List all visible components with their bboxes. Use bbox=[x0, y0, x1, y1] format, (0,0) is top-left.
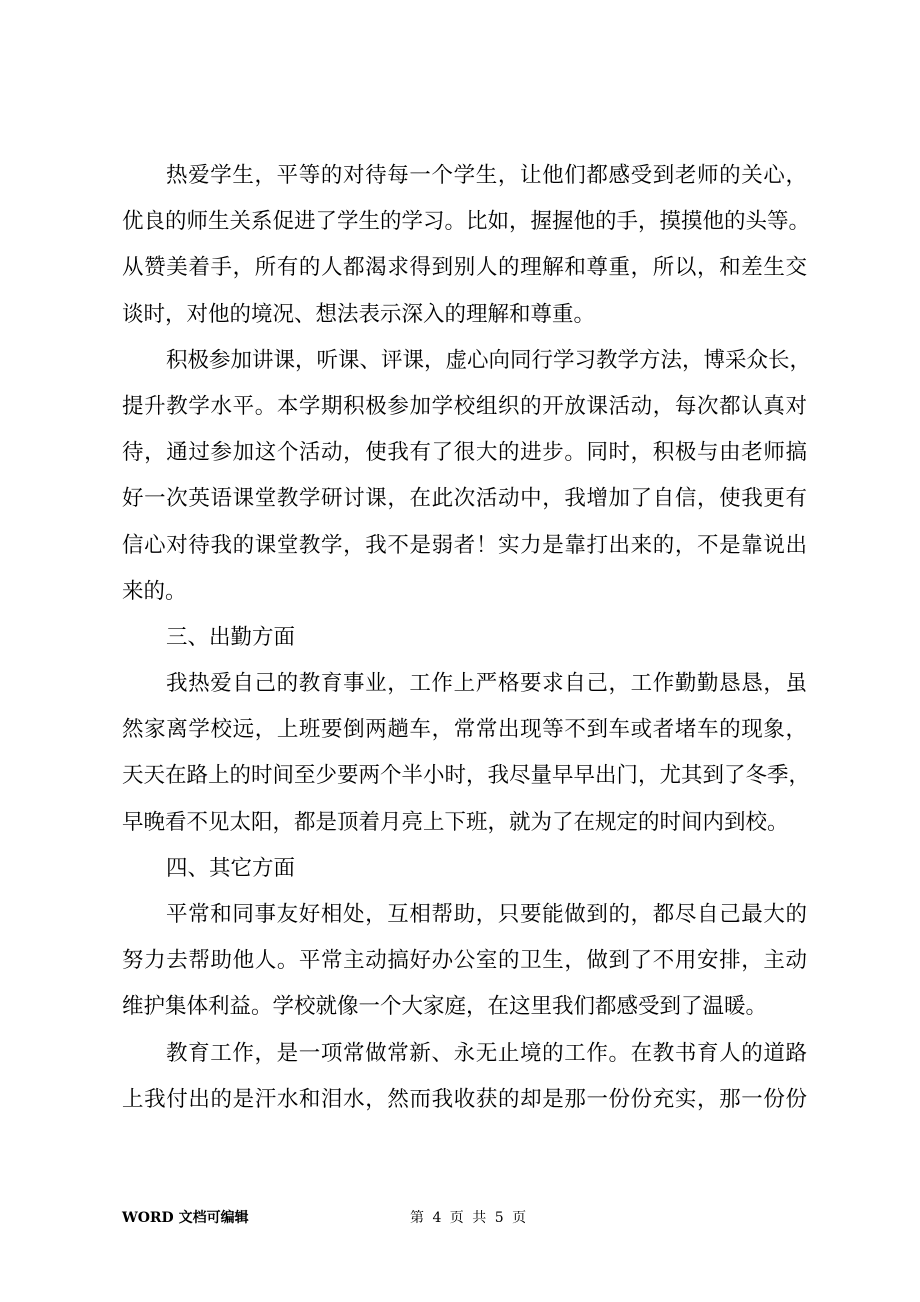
footer-page-indicator: 第 4 页 共 5 页 bbox=[410, 1210, 527, 1226]
text-line: 来的。 bbox=[122, 578, 187, 604]
text-line: 然家离学校远，上班要倒两趟车，常常出现等不到车或者堵车的现象， bbox=[122, 717, 807, 743]
section-heading: 三、出勤方面 bbox=[166, 624, 296, 650]
text-line: 从赞美着手，所有的人都渴求得到别人的理解和尊重，所以，和差生交 bbox=[122, 255, 807, 281]
text-line: 我热爱自己的教育事业，工作上严格要求自己，工作勤勤恳恳，虽 bbox=[166, 671, 807, 697]
text-line: 积极参加讲课，听课、评课，虚心向同行学习教学方法，博采众长， bbox=[166, 347, 812, 373]
text-line: 提升教学水平。本学期积极参加学校组织的开放课活动，每次都认真对 bbox=[122, 393, 807, 419]
document-body bbox=[122, 153, 812, 1123]
text-line: 好一次英语课堂教学研讨课，在此次活动中，我增加了自信，使我更有 bbox=[122, 486, 807, 512]
text-line: 上我付出的是汗水和泪水，然而我收获的却是那一份份充实，那一份份 bbox=[122, 1086, 807, 1112]
section-heading: 四、其它方面 bbox=[166, 855, 296, 881]
text-line: 教育工作，是一项常做常新、永无止境的工作。在教书育人的道路 bbox=[166, 1040, 807, 1066]
text-line: 信心对待我的课堂教学，我不是弱者！实力是靠打出来的，不是靠说出 bbox=[122, 532, 807, 558]
text-line: 优良的师生关系促进了学生的学习。比如，握握他的手，摸摸他的头等。 bbox=[122, 209, 811, 235]
text-line: 待，通过参加这个活动，使我有了很大的进步。同时，积极与由老师搞 bbox=[122, 440, 807, 466]
text-line: 谈时，对他的境况、想法表示深入的理解和尊重。 bbox=[122, 301, 596, 327]
text-line: 热爱学生，平等的对待每一个学生，让他们都感受到老师的关心， bbox=[166, 163, 807, 188]
text-line: 天天在路上的时间至少要两个半小时，我尽量早早出门，尤其到了冬季， bbox=[122, 763, 811, 789]
text-line: 努力去帮助他人。平常主动搞好办公室的卫生，做到了不用安排，主动 bbox=[122, 948, 807, 974]
footer-editable-label: WORD 文档可编辑 bbox=[122, 1210, 249, 1226]
text-line: 维护集体利益。学校就像一个大家庭，在这里我们都感受到了温暖。 bbox=[122, 994, 768, 1020]
text-line: 平常和同事友好相处，互相帮助，只要能做到的，都尽自己最大的 bbox=[166, 902, 807, 927]
text-line: 早晚看不见太阳，都是顶着月亮上下班，就为了在规定的时间内到校。 bbox=[122, 809, 789, 835]
